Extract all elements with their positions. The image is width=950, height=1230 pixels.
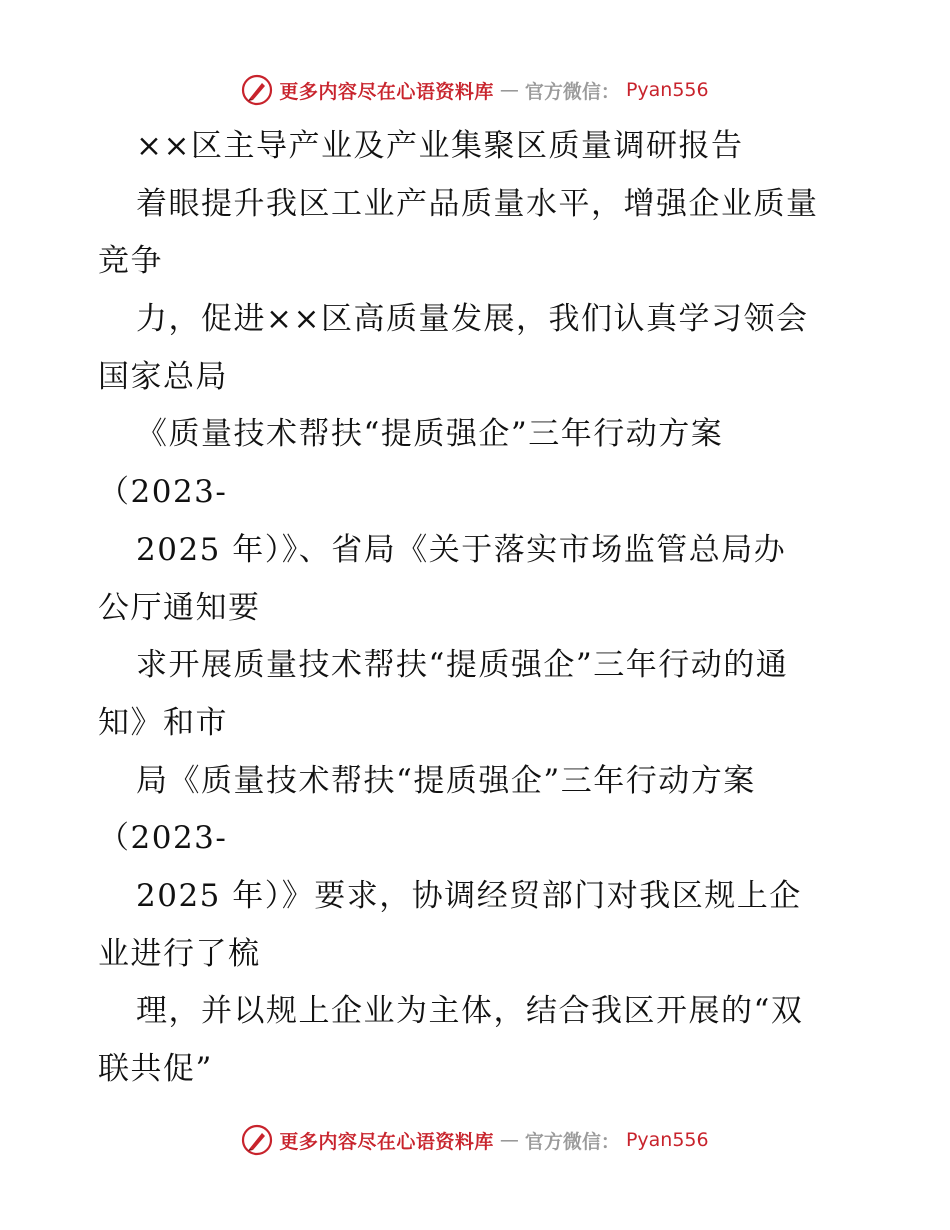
watermark-wechat-id: Pyan556 — [625, 1129, 709, 1151]
text-line: 求开展质量技术帮扶“提质强企”三年行动的通 — [136, 647, 789, 684]
watermark-brand: 更多内容尽在心语资料库 — [279, 1130, 494, 1153]
text-line: 竞争 — [98, 243, 163, 280]
text-line: （2023- — [98, 820, 228, 857]
header-watermark — [0, 70, 950, 110]
watermark-separator: — — [499, 1129, 519, 1151]
watermark-brand: 更多内容尽在心语资料库 — [279, 80, 494, 103]
text-line: 着眼提升我区工业产品质量水平，增强企业质量 — [136, 185, 819, 222]
text-line: 局《质量技术帮扶“提质强企”三年行动方案 — [136, 762, 756, 799]
watermark-wechat-id: Pyan556 — [625, 79, 709, 101]
text-line: 知》和市 — [98, 704, 228, 741]
quill-logo-icon — [241, 1124, 273, 1156]
watermark-official-label: 官方微信： — [524, 1130, 620, 1153]
text-line: 理，并以规上企业为主体，结合我区开展的“双 — [136, 993, 804, 1030]
text-line: 力，促进××区高质量发展，我们认真学习领会 — [136, 301, 809, 338]
text-line: 公厅通知要 — [98, 589, 261, 626]
document-body — [98, 118, 858, 1099]
text-line: 《质量技术帮扶“提质强企”三年行动方案 — [136, 416, 724, 453]
quill-logo-icon — [241, 74, 273, 106]
text-line: 业进行了梳 — [98, 935, 261, 972]
footer-watermark — [0, 1120, 950, 1160]
text-line: 2025 年）》、省局《关于落实市场监管总局办 — [136, 531, 787, 568]
watermark-official-label: 官方微信： — [524, 80, 620, 103]
text-line: 国家总局 — [98, 358, 228, 395]
document-title: ××区主导产业及产业集聚区质量调研报告 — [136, 128, 744, 164]
text-line: 2025 年）》要求，协调经贸部门对我区规上企 — [136, 877, 802, 914]
text-line: 联共促” — [98, 1051, 213, 1087]
watermark-separator: — — [499, 79, 519, 101]
text-line: （2023- — [98, 474, 228, 511]
